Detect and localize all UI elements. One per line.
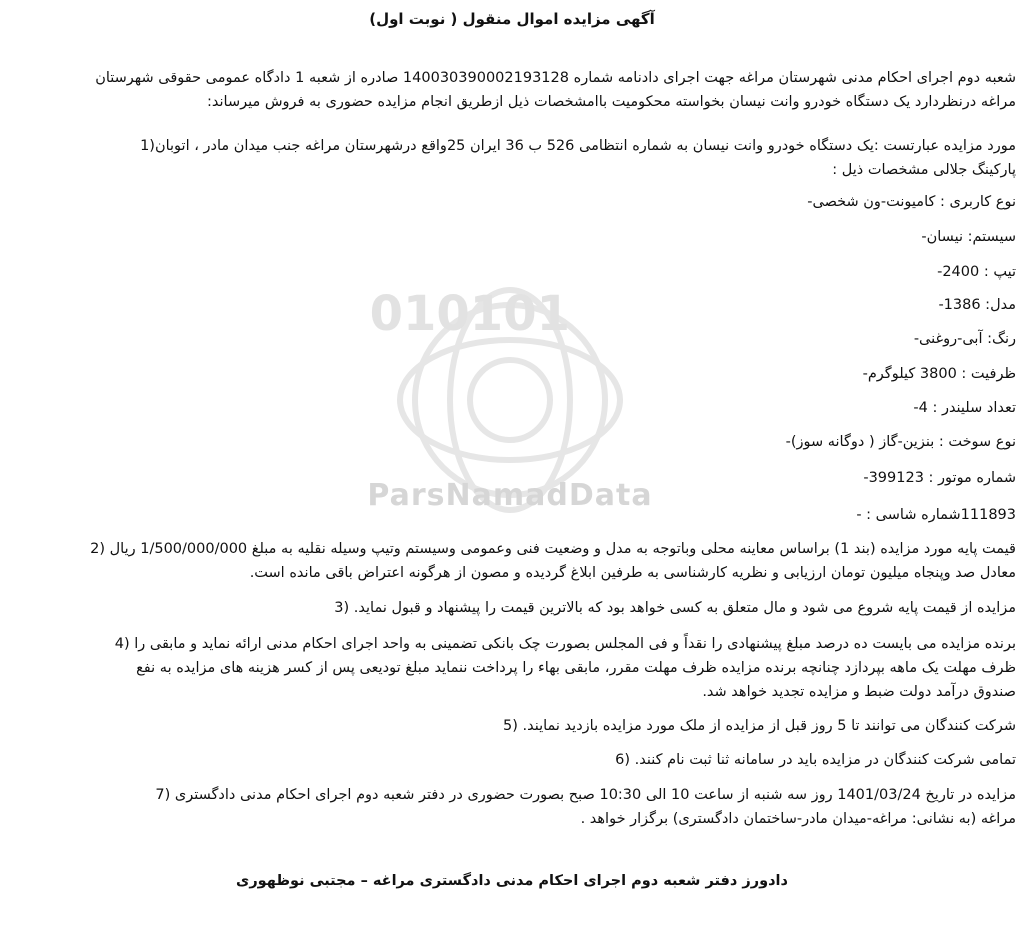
intro-line: مراغه درنظردارد یک دستگاه خودرو وانت نیسان بخواسته محکومیت باامشخصات ذیل ازطریق انجام مزایده حضوری به فروش میرساند:: [207, 94, 1016, 110]
notice-title: آگهی مزایده اموال منقول ( نوبت اول): [369, 10, 655, 28]
watermark-brand: ParsNamadData: [367, 478, 653, 513]
spec-fuel: نوع سوخت : بنزین-گاز ( دوگانه سوز)-: [785, 434, 1016, 450]
item4-line: ظرف مهلت یک ماهه بپردازد چنانچه برنده مزایده ظرف مهلت مقرر، مابقی بهاء را پرداخت ننماید مبلغ تودیعی پس از کسر هزینه های مزایده به نفع: [136, 660, 1016, 676]
item5-line: شرکت کنندگان می توانند تا 5 روز قبل از مزایده از ملک مورد مزایده بازدید نمایند. (5: [502, 718, 1016, 734]
spec-usage: نوع کاربری : کامیونت-ون شخصی-: [807, 194, 1016, 210]
item4-line: برنده مزایده می بایست ده درصد مبلغ پیشنهادی را نقداً و فی المجلس بصورت چک بانکی تضمینی به واحد اجرای احکام مدنی ارائه نماید و مابقی را (4: [114, 636, 1016, 652]
intro-line: شعبه دوم اجرای احکام مدنی شهرستان مراغه جهت اجرای دادنامه شماره 140030390002193128 صادره از شعبه 1 دادگاه عمومی حقوقی شهرستان: [95, 70, 1016, 86]
spec-color: رنگ: آبی-روغنی-: [913, 331, 1016, 347]
item1-line: پارکینگ جلالی مشخصات ذیل :: [832, 162, 1016, 178]
item4-line: صندوق درآمد دولت ضبط و مزایده تجدید خواهد شد.: [702, 684, 1016, 700]
spec-cylinders: تعداد سلیندر : 4-: [913, 400, 1016, 416]
item2-line: قیمت پایه مورد مزایده (بند 1) براساس معاینه محلی وباتوجه به مدل و وضعیت فنی وعمومی وسیستم وتیپ وسیله نقلیه به مبلغ 1/500/000/000 ریال (2: [90, 541, 1016, 557]
spec-model: مدل: 1386-: [938, 297, 1016, 313]
spec-engine-number: شماره موتور : 399123-: [863, 470, 1016, 486]
spec-system: سیستم: نیسان-: [921, 229, 1016, 245]
spec-type: تیپ : 2400-: [937, 264, 1016, 280]
item2-line: معادل صد وپنجاه میلیون تومان ارزیابی و نظریه کارشناسی به طرفین ابلاغ گردیده و مصون از هرگونه اعتراض باقی مانده است.: [249, 565, 1016, 581]
item6-line: تمامی شرکت کنندگان در مزایده باید در سامانه ثنا ثبت نام کنند. (6: [615, 752, 1016, 768]
item1-line: مورد مزایده عبارتست :یک دستگاه خودرو وانت نیسان به شماره انتظامی 526 ب 36 ایران 25واقع درشهرستان مراغه جنب میدان مادر ، اتوبان(1: [140, 138, 1016, 154]
spec-chassis-number: 111893شماره شاسی : -: [856, 507, 1016, 523]
item7-line: مراغه (به نشانی: مراغه-میدان مادر-ساختمان دادگستری) برگزار خواهد .: [580, 811, 1016, 827]
signature-footer: دادورز دفتر شعبه دوم اجرای احکام مدنی دادگستری مراغه – مجتبی نوظهوری: [236, 873, 788, 889]
watermark-digits: 010101: [369, 286, 570, 342]
item3-line: مزایده از قیمت پایه شروع می شود و مال متعلق به کسی خواهد بود که بالاترین قیمت را پیشنهاد و قبول نماید. (3: [334, 600, 1016, 616]
spec-capacity: ظرفیت : 3800 کیلوگرم-: [862, 366, 1016, 382]
item7-line: مزایده در تاریخ 1401/03/24 روز سه شنبه از ساعت 10 الی 10:30 صبح بصورت حضوری در دفتر شعبه دوم اجرای احکام مدنی دادگستری (7: [155, 787, 1016, 803]
